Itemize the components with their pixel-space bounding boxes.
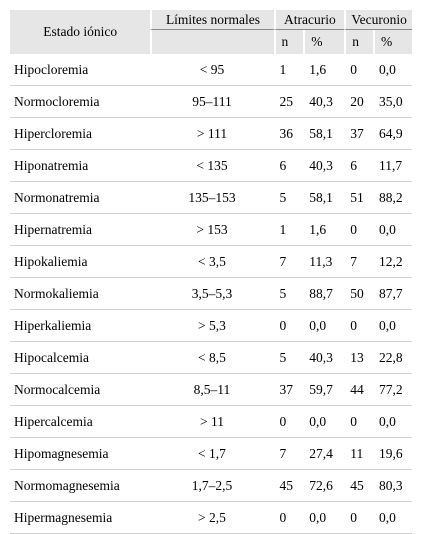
cell-vecuronio-pct: 0,0 <box>373 406 412 438</box>
cell-atracurio-pct: 1,6 <box>303 54 344 86</box>
table-row <box>10 214 412 246</box>
table-row <box>10 406 412 438</box>
cell-atracurio-pct: 58,1 <box>303 118 344 150</box>
cell-atracurio-pct: 40,3 <box>303 86 344 118</box>
cell-atracurio-pct: 40,3 <box>303 150 344 182</box>
cell-limites: > 153 <box>150 214 273 246</box>
cell-vecuronio-pct: 64,9 <box>373 118 412 150</box>
table-row <box>10 54 412 86</box>
cell-atracurio-pct: 59,7 <box>303 374 344 406</box>
header-atracurio-n: n <box>274 30 304 54</box>
cell-limites: 1,7–2,5 <box>150 470 273 502</box>
ionic-status-table-container <box>10 10 412 534</box>
cell-estado: Hipocloremia <box>10 54 150 86</box>
cell-limites: > 11 <box>150 406 273 438</box>
table-row <box>10 374 412 406</box>
cell-vecuronio-n: 0 <box>344 310 373 342</box>
cell-vecuronio-n: 0 <box>344 214 373 246</box>
cell-vecuronio-pct: 88,2 <box>373 182 412 214</box>
table-row <box>10 502 412 534</box>
cell-estado: Normonatremia <box>10 182 150 214</box>
cell-vecuronio-pct: 35,0 <box>373 86 412 118</box>
cell-vecuronio-pct: 11,7 <box>373 150 412 182</box>
ionic-status-table <box>10 10 412 534</box>
cell-limites: > 5,3 <box>150 310 273 342</box>
cell-atracurio-n: 25 <box>274 86 304 118</box>
cell-vecuronio-n: 0 <box>344 502 373 534</box>
cell-atracurio-n: 37 <box>274 374 304 406</box>
cell-vecuronio-pct: 12,2 <box>373 246 412 278</box>
cell-estado: Hipernatremia <box>10 214 150 246</box>
cell-atracurio-n: 5 <box>274 278 304 310</box>
header-limites-blank <box>150 30 273 54</box>
cell-limites: > 2,5 <box>150 502 273 534</box>
cell-vecuronio-n: 50 <box>344 278 373 310</box>
table-header <box>10 10 412 54</box>
cell-limites: < 135 <box>150 150 273 182</box>
cell-atracurio-pct: 0,0 <box>303 502 344 534</box>
cell-vecuronio-pct: 0,0 <box>373 310 412 342</box>
table-body <box>10 54 412 534</box>
cell-atracurio-n: 5 <box>274 342 304 374</box>
cell-atracurio-pct: 88,7 <box>303 278 344 310</box>
cell-atracurio-pct: 72,6 <box>303 470 344 502</box>
cell-estado: Normokaliemia <box>10 278 150 310</box>
cell-atracurio-n: 6 <box>274 150 304 182</box>
table-row <box>10 310 412 342</box>
cell-atracurio-n: 1 <box>274 54 304 86</box>
cell-vecuronio-n: 11 <box>344 438 373 470</box>
cell-atracurio-n: 7 <box>274 438 304 470</box>
cell-limites: < 8,5 <box>150 342 273 374</box>
cell-estado: Normocalcemia <box>10 374 150 406</box>
cell-estado: Hipercalcemia <box>10 406 150 438</box>
cell-vecuronio-n: 51 <box>344 182 373 214</box>
cell-atracurio-pct: 0,0 <box>303 310 344 342</box>
table-row <box>10 438 412 470</box>
header-limites-normales: Límites normales <box>150 10 273 30</box>
header-estado-ionico: Estado iónico <box>10 10 150 54</box>
cell-vecuronio-n: 6 <box>344 150 373 182</box>
cell-atracurio-pct: 11,3 <box>303 246 344 278</box>
cell-limites: < 3,5 <box>150 246 273 278</box>
header-vecuronio: Vecuronio <box>344 10 412 30</box>
cell-atracurio-n: 5 <box>274 182 304 214</box>
cell-estado: Hiperkaliemia <box>10 310 150 342</box>
cell-estado: Hipocalcemia <box>10 342 150 374</box>
cell-vecuronio-pct: 77,2 <box>373 374 412 406</box>
cell-vecuronio-n: 13 <box>344 342 373 374</box>
table-row <box>10 278 412 310</box>
cell-atracurio-pct: 58,1 <box>303 182 344 214</box>
cell-vecuronio-n: 0 <box>344 406 373 438</box>
cell-atracurio-n: 0 <box>274 502 304 534</box>
table-row <box>10 246 412 278</box>
cell-vecuronio-n: 0 <box>344 54 373 86</box>
cell-estado: Hipermagnesemia <box>10 502 150 534</box>
cell-limites: > 111 <box>150 118 273 150</box>
cell-vecuronio-pct: 87,7 <box>373 278 412 310</box>
cell-atracurio-n: 7 <box>274 246 304 278</box>
cell-atracurio-pct: 27,4 <box>303 438 344 470</box>
cell-limites: < 1,7 <box>150 438 273 470</box>
header-atracurio-pct: % <box>303 30 344 54</box>
cell-vecuronio-pct: 0,0 <box>373 54 412 86</box>
cell-vecuronio-n: 37 <box>344 118 373 150</box>
cell-limites: < 95 <box>150 54 273 86</box>
cell-limites: 3,5–5,3 <box>150 278 273 310</box>
table-row <box>10 470 412 502</box>
cell-atracurio-n: 0 <box>274 406 304 438</box>
cell-vecuronio-pct: 0,0 <box>373 214 412 246</box>
header-vecuronio-pct: % <box>373 30 412 54</box>
table-row <box>10 150 412 182</box>
cell-estado: Hipercloremia <box>10 118 150 150</box>
table-row <box>10 342 412 374</box>
cell-limites: 8,5–11 <box>150 374 273 406</box>
cell-vecuronio-n: 20 <box>344 86 373 118</box>
cell-vecuronio-n: 7 <box>344 246 373 278</box>
cell-atracurio-pct: 40,3 <box>303 342 344 374</box>
cell-estado: Normomagnesemia <box>10 470 150 502</box>
cell-vecuronio-n: 44 <box>344 374 373 406</box>
cell-atracurio-n: 1 <box>274 214 304 246</box>
cell-atracurio-pct: 0,0 <box>303 406 344 438</box>
cell-limites: 135–153 <box>150 182 273 214</box>
cell-vecuronio-pct: 19,6 <box>373 438 412 470</box>
table-row <box>10 182 412 214</box>
cell-atracurio-n: 36 <box>274 118 304 150</box>
cell-atracurio-n: 45 <box>274 470 304 502</box>
table-row <box>10 86 412 118</box>
header-atracurio: Atracurio <box>274 10 345 30</box>
cell-limites: 95–111 <box>150 86 273 118</box>
cell-atracurio-pct: 1,6 <box>303 214 344 246</box>
cell-vecuronio-n: 45 <box>344 470 373 502</box>
cell-vecuronio-pct: 22,8 <box>373 342 412 374</box>
cell-estado: Normocloremia <box>10 86 150 118</box>
cell-vecuronio-pct: 0,0 <box>373 502 412 534</box>
cell-estado: Hiponatremia <box>10 150 150 182</box>
cell-estado: Hipokaliemia <box>10 246 150 278</box>
table-row <box>10 118 412 150</box>
cell-vecuronio-pct: 80,3 <box>373 470 412 502</box>
cell-estado: Hipomagnesemia <box>10 438 150 470</box>
cell-atracurio-n: 0 <box>274 310 304 342</box>
header-vecuronio-n: n <box>344 30 373 54</box>
